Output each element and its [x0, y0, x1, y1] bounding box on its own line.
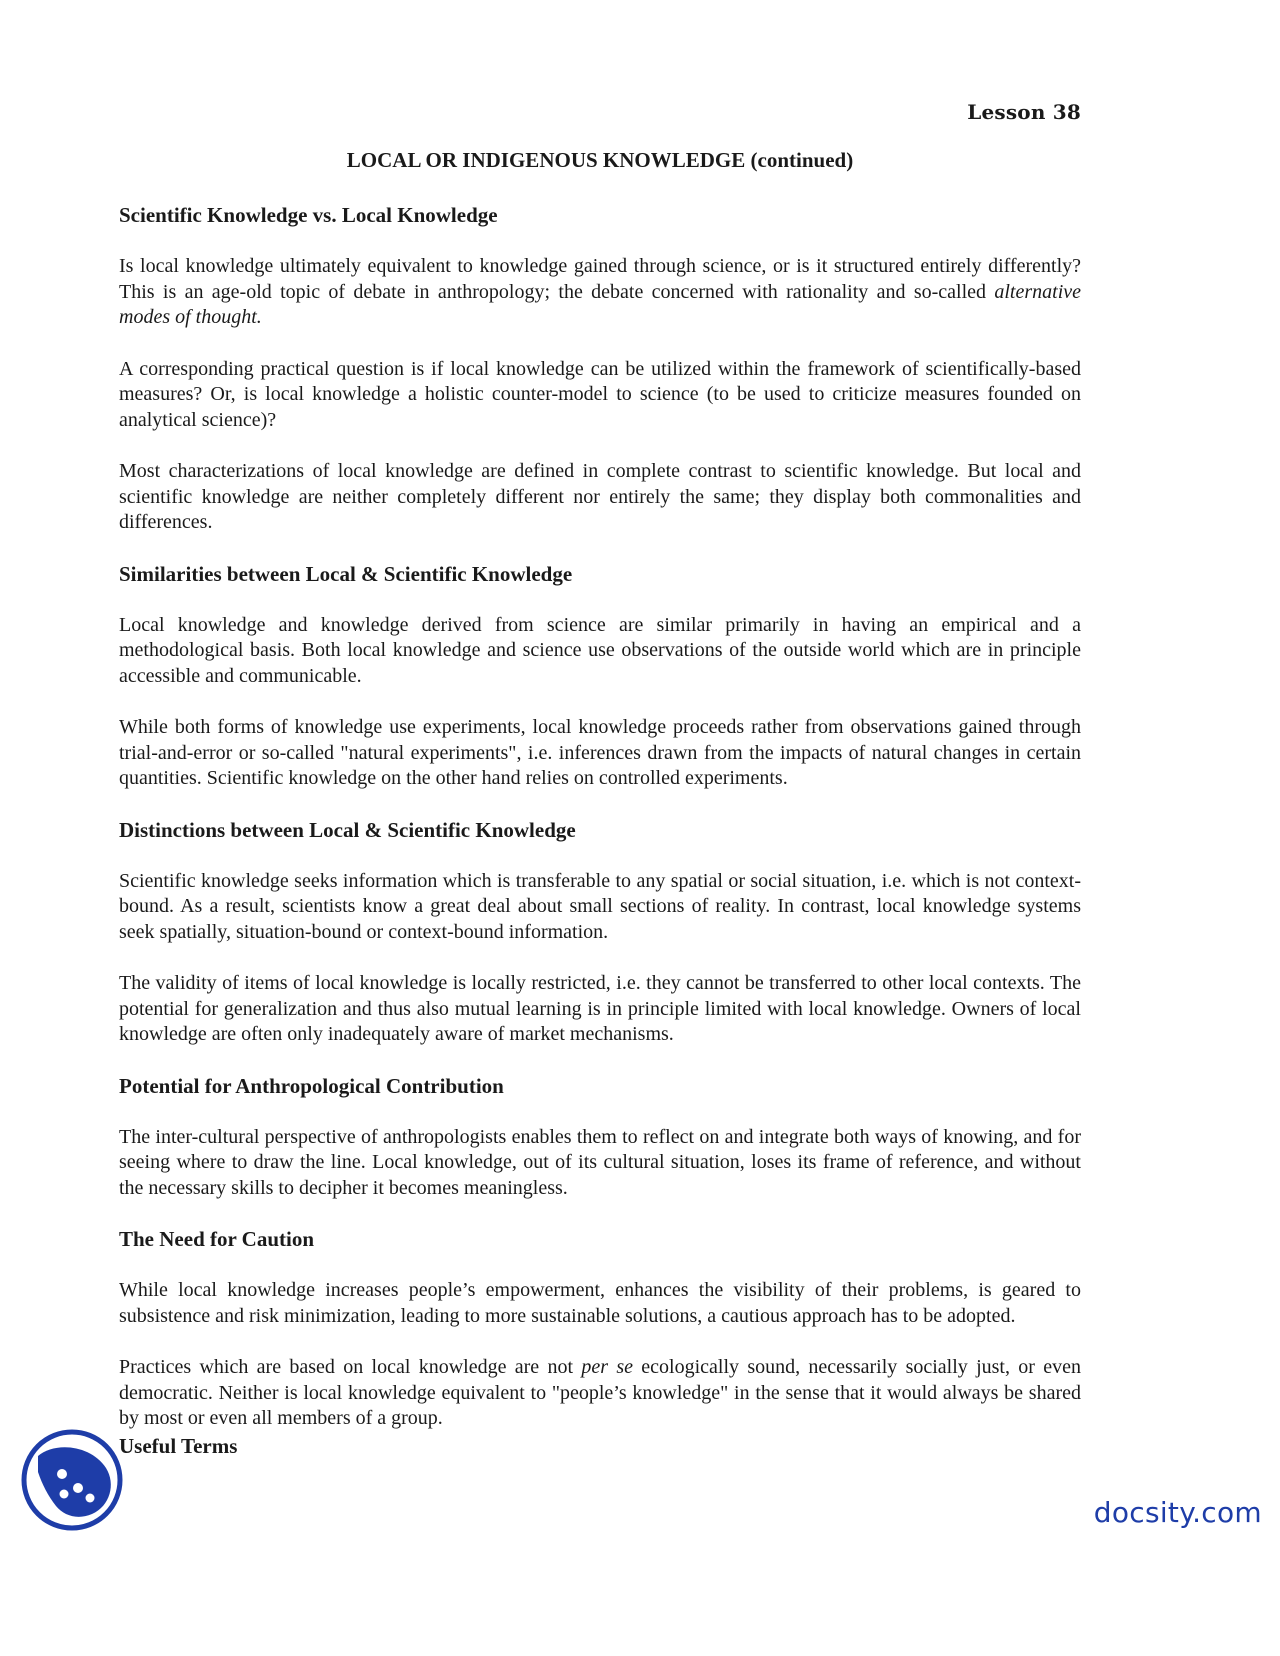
section-heading-anthropological-contribution: Potential for Anthropological Contribution [119, 1073, 504, 1098]
paragraph: Practices which are based on local knowledge are not per se ecologically sound, necessarily socially just, or even democratic. Neither is local knowledge equivalent to "people’s knowledge" in the sense that it would always be shared by most or even all members of a group. [119, 1356, 1081, 1429]
lesson-label: Lesson 38 [967, 100, 1081, 124]
paragraph: Local knowledge and knowledge derived from science are similar primarily in having an empirical and a methodological basis. Both local knowledge and science use observations of the outside world which are in principle accessible and communicable. [119, 613, 1081, 687]
paragraph: While both forms of knowledge use experiments, local knowledge proceeds rather from observations gained through trial-and-error or so-called "natural experiments", i.e. inferences drawn from the impacts of natural changes in certain quantities. Scientific knowledge on the other hand relies on controlled experiments. [119, 716, 1081, 789]
section-heading-similarities: Similarities between Local & Scientific Knowledge [119, 561, 573, 586]
paragraph: While local knowledge increases people’s empowerment, enhances the visibility of their problems, is geared to subsistence and risk minimization, leading to more sustainable solutions, a cautious approach has to be adopted. [119, 1279, 1081, 1327]
paragraph: The validity of items of local knowledge is locally restricted, i.e. they cannot be transferred to other local contexts. The potential for generalization and thus also mutual learning is in principle limited with local knowledge. Owners of local knowledge are often only inadequately aware of market mechanisms. [119, 972, 1081, 1045]
paragraph: Most characterizations of local knowledge are defined in complete contrast to scientific knowledge. But local and scientific knowledge are neither completely different nor entirely the same; they display both commonalities and differences. [119, 460, 1081, 533]
docsity-logo-icon[interactable] [20, 1428, 124, 1532]
section-heading-scientific-vs-local: Scientific Knowledge vs. Local Knowledge [119, 203, 498, 227]
docsity-watermark-link[interactable]: docsity.com [1093, 1496, 1262, 1529]
italic-phrase: alternative modes of thought. [119, 280, 1081, 328]
page-title: LOCAL OR INDIGENOUS KNOWLEDGE (continued) [346, 148, 854, 172]
paragraph: A corresponding practical question is if local knowledge can be utilized within the framework of scientifically-based measures? Or, is local knowledge a holistic counter-model to science (to be used to criticize measures founded on analytical science)? [119, 357, 1081, 431]
document-body [119, 100, 1081, 1459]
section-heading-useful-terms: Useful Terms [119, 1433, 238, 1458]
section-heading-need-for-caution: The Need for Caution [119, 1227, 315, 1251]
paragraph: Is local knowledge ultimately equivalent to knowledge gained through science, or is it structured entirely differently? This is an age-old topic of debate in anthropology; the debate concerned with rationality and so-called alternative modes of thought. [119, 255, 1081, 328]
italic-phrase: per se [581, 1356, 633, 1378]
section-heading-distinctions: Distinctions between Local & Scientific Knowledge [119, 817, 576, 842]
paragraph: Scientific knowledge seeks information which is transferable to any spatial or social situation, i.e. which is not context-bound. As a result, scientists know a great deal about small sections of reality. In contrast, local knowledge systems seek spatially, situation-bound or context-bound information. [119, 869, 1081, 943]
paragraph: The inter-cultural perspective of anthropologists enables them to reflect on and integrate both ways of knowing, and for seeing where to draw the line. Local knowledge, out of its cultural situation, loses its frame of reference, and without the necessary skills to decipher it becomes meaningless. [119, 1125, 1081, 1199]
